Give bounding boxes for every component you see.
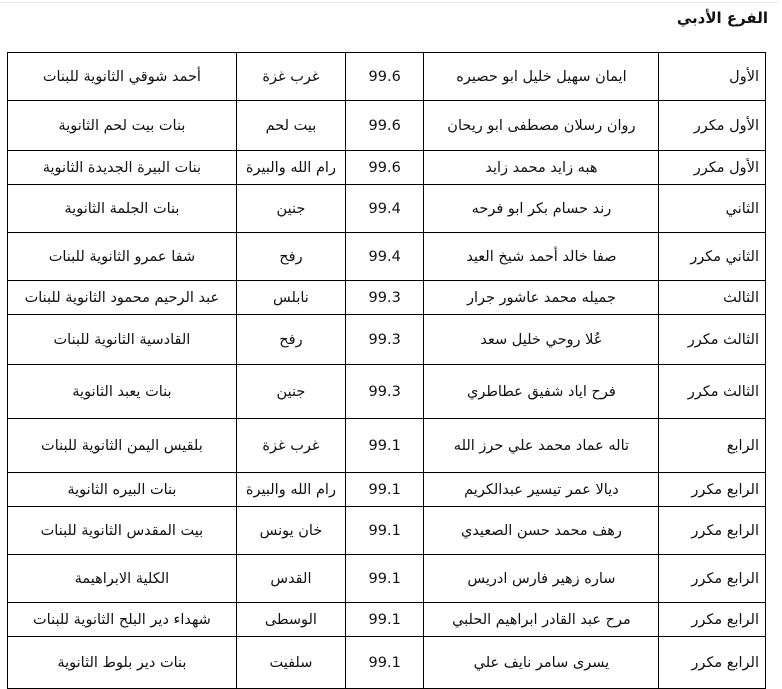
- rank-cell: الرابع مكرر: [659, 473, 766, 507]
- student-name-cell: ايمان سهيل خليل ابو حصيره: [424, 53, 659, 101]
- school-cell: بنات دير بلوط الثانوية: [8, 637, 237, 689]
- school-cell: بنات الجلمة الثانوية: [8, 185, 237, 233]
- school-cell: بنات البيره الثانوية: [8, 473, 237, 507]
- score-cell: 99.1: [346, 507, 424, 555]
- school-cell: بنات بيت لحم الثانوية: [8, 101, 237, 151]
- score-cell: 99.1: [346, 473, 424, 507]
- score-cell: 99.4: [346, 233, 424, 281]
- school-cell: الكلية الابراهيمة: [8, 555, 237, 603]
- student-name-cell: ساره زهير فارس ادريس: [424, 555, 659, 603]
- region-cell: غرب غزة: [236, 419, 345, 473]
- rank-cell: الأول: [659, 53, 766, 101]
- rank-cell: الرابع مكرر: [659, 507, 766, 555]
- student-name-cell: مرح عبد القادر ابراهيم الحلبي: [424, 603, 659, 637]
- table-row: [8, 151, 766, 185]
- table-row: [8, 233, 766, 281]
- school-cell: شفا عمرو الثانوية للبنات: [8, 233, 237, 281]
- top-divider: [0, 2, 778, 3]
- table-row: [8, 281, 766, 315]
- table-row: [8, 365, 766, 419]
- region-cell: رام الله والبيرة: [236, 473, 345, 507]
- school-cell: شهداء دير البلح الثانوية للبنات: [8, 603, 237, 637]
- rank-cell: الثالث مكرر: [659, 315, 766, 365]
- region-cell: رفح: [236, 315, 345, 365]
- school-cell: بنات البيرة الجديدة الثانوية: [8, 151, 237, 185]
- score-cell: 99.6: [346, 151, 424, 185]
- rank-cell: الأول مكرر: [659, 151, 766, 185]
- region-cell: رفح: [236, 233, 345, 281]
- student-name-cell: فرح اياد شفيق عطاطري: [424, 365, 659, 419]
- student-name-cell: رهف محمد حسن الصعيدي: [424, 507, 659, 555]
- rank-cell: الرابع مكرر: [659, 603, 766, 637]
- score-cell: 99.1: [346, 637, 424, 689]
- rank-cell: الثاني: [659, 185, 766, 233]
- region-cell: رام الله والبيرة: [236, 151, 345, 185]
- student-name-cell: يسرى سامر نايف علي: [424, 637, 659, 689]
- school-cell: القادسية الثانوية للبنات: [8, 315, 237, 365]
- table-row: [8, 419, 766, 473]
- student-name-cell: عُلا روحي خليل سعد: [424, 315, 659, 365]
- rank-cell: الثالث: [659, 281, 766, 315]
- rank-cell: الأول مكرر: [659, 101, 766, 151]
- table-row: [8, 507, 766, 555]
- school-cell: عبد الرحيم محمود الثانوية للبنات: [8, 281, 237, 315]
- table-row: [8, 315, 766, 365]
- student-name-cell: صفا خالد أحمد شيخ العيد: [424, 233, 659, 281]
- table-row: [8, 555, 766, 603]
- school-cell: بيت المقدس الثانوية للبنات: [8, 507, 237, 555]
- school-cell: بنات يعبد الثانوية: [8, 365, 237, 419]
- school-cell: بلقيس اليمن الثانوية للبنات: [8, 419, 237, 473]
- score-cell: 99.1: [346, 419, 424, 473]
- student-name-cell: رند حسام بكر ابو فرحه: [424, 185, 659, 233]
- region-cell: غرب غزة: [236, 53, 345, 101]
- student-name-cell: تاله عماد محمد علي حرز الله: [424, 419, 659, 473]
- score-cell: 99.3: [346, 281, 424, 315]
- table-row: [8, 473, 766, 507]
- region-cell: خان يونس: [236, 507, 345, 555]
- region-cell: بيت لحم: [236, 101, 345, 151]
- score-cell: 99.3: [346, 315, 424, 365]
- score-cell: 99.1: [346, 555, 424, 603]
- school-cell: أحمد شوقي الثانوية للبنات: [8, 53, 237, 101]
- table-row: [8, 101, 766, 151]
- region-cell: سلفيت: [236, 637, 345, 689]
- table-row: [8, 185, 766, 233]
- section-heading: الفرع الأدبي: [676, 9, 768, 27]
- score-cell: 99.4: [346, 185, 424, 233]
- region-cell: الوسطى: [236, 603, 345, 637]
- student-name-cell: ديالا عمر تيسير عبدالكريم: [424, 473, 659, 507]
- table-row: [8, 637, 766, 689]
- score-cell: 99.6: [346, 101, 424, 151]
- score-cell: 99.3: [346, 365, 424, 419]
- score-cell: 99.1: [346, 603, 424, 637]
- score-cell: 99.6: [346, 53, 424, 101]
- student-name-cell: جميله محمد عاشور جرار: [424, 281, 659, 315]
- student-name-cell: روان رسلان مصطفى ابو ريحان: [424, 101, 659, 151]
- table-row: [8, 603, 766, 637]
- results-table: [7, 52, 766, 689]
- region-cell: نابلس: [236, 281, 345, 315]
- rank-cell: الرابع: [659, 419, 766, 473]
- rank-cell: الرابع مكرر: [659, 555, 766, 603]
- region-cell: جنين: [236, 365, 345, 419]
- rank-cell: الثالث مكرر: [659, 365, 766, 419]
- table-row: [8, 53, 766, 101]
- rank-cell: الرابع مكرر: [659, 637, 766, 689]
- region-cell: القدس: [236, 555, 345, 603]
- student-name-cell: هبه زايد محمد زايد: [424, 151, 659, 185]
- rank-cell: الثاني مكرر: [659, 233, 766, 281]
- region-cell: جنين: [236, 185, 345, 233]
